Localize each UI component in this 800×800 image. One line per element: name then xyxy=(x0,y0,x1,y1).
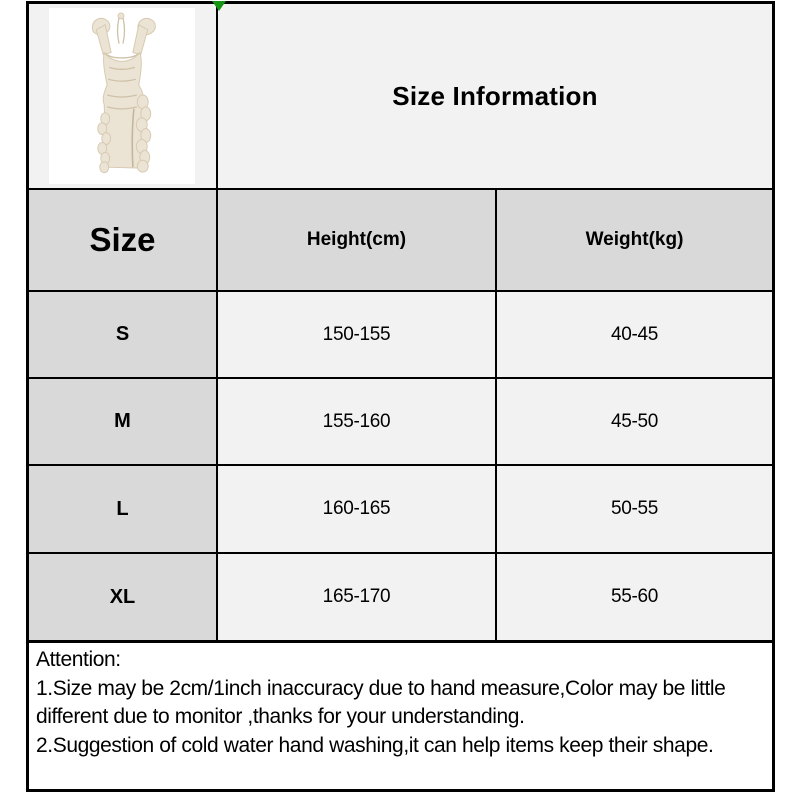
size-cell-l: L xyxy=(29,466,216,552)
product-photo xyxy=(49,8,195,184)
attention-heading: Attention: xyxy=(36,648,121,671)
weight-cell-xl: 55-60 xyxy=(497,554,772,640)
col-header-weight: Weight(kg) xyxy=(497,190,772,290)
weight-cell-m: 45-50 xyxy=(497,379,772,464)
size-cell-s: S xyxy=(29,292,216,377)
height-cell-s: 150-155 xyxy=(218,292,495,377)
attention-note xyxy=(26,640,775,792)
size-table xyxy=(26,1,775,643)
size-cell-xl: XL xyxy=(29,554,216,640)
height-cell-l: 160-165 xyxy=(218,466,495,552)
attention-line-2: different due to monitor ,thanks for your understanding. xyxy=(36,705,525,728)
size-information-title: Size Information xyxy=(218,4,772,188)
weight-cell-l: 50-55 xyxy=(497,466,772,552)
size-cell-m: M xyxy=(29,379,216,464)
dress-illustration xyxy=(49,8,195,184)
product-photo-cell xyxy=(29,4,216,188)
col-header-size: Size xyxy=(29,190,216,290)
height-cell-xl: 165-170 xyxy=(218,554,495,640)
corner-marker xyxy=(212,1,226,11)
height-cell-m: 155-160 xyxy=(218,379,495,464)
attention-line-1: 1.Size may be 2cm/1inch inaccuracy due to hand measure,Color may be little xyxy=(36,676,726,700)
attention-line-3: 2.Suggestion of cold water hand washing,it can help items keep their shape. xyxy=(36,733,714,757)
col-header-height: Height(cm) xyxy=(218,190,495,290)
weight-cell-s: 40-45 xyxy=(497,292,772,377)
